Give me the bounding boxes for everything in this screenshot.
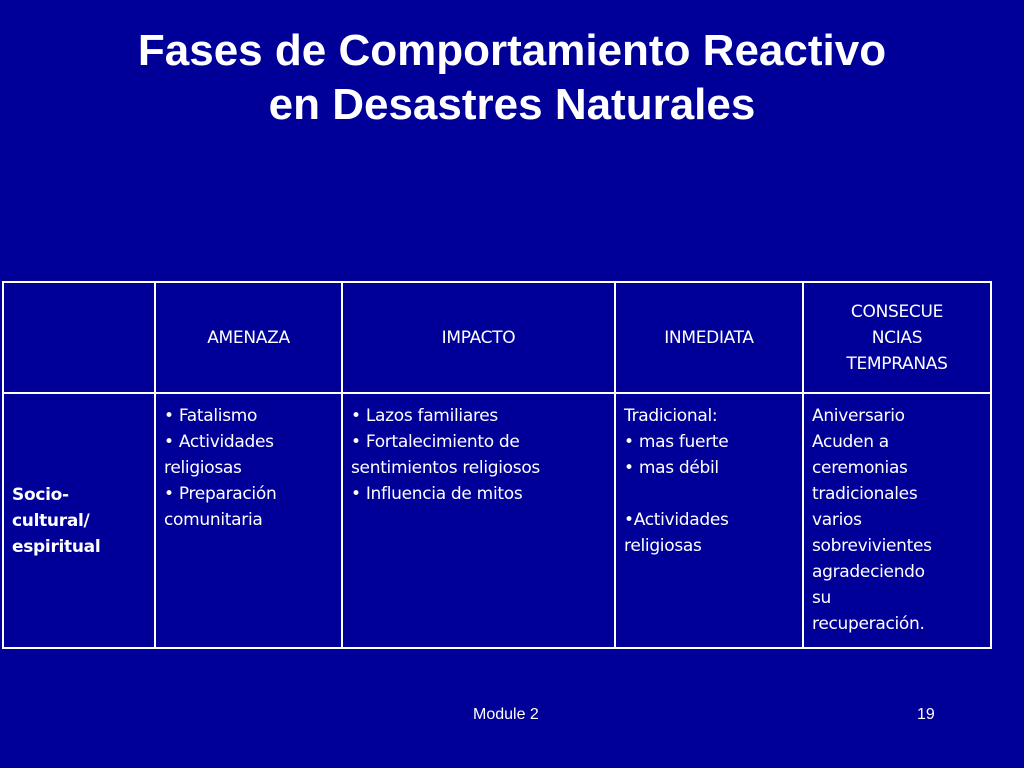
row-label-sociocultural [3,393,155,648]
cell-impacto [342,393,615,648]
table-row [3,393,991,648]
consecuencias-line: Aniversario [812,406,905,426]
amenaza-line: comunitaria [164,510,263,530]
footer-module-label: Module 2 [473,706,539,723]
inmediata-line: •Actividades [624,510,729,530]
consecuencias-line: ceremonias [812,458,908,478]
amenaza-line: religiosas [164,458,242,478]
consecuencias-line: tradicionales [812,484,918,504]
cell-inmediata [615,393,803,648]
cell-amenaza [155,393,342,648]
header-consecuencias-line: NCIAS [871,327,923,348]
inmediata-blank-line [624,481,794,507]
impacto-line: sentimientos religiosos [351,458,540,478]
phases-table [2,281,992,649]
slide-title [0,24,1024,132]
header-consecuencias-line: CONSECUE [850,301,944,322]
inmediata-line: • mas fuerte [624,432,729,452]
row-label-line: espiritual [12,536,101,557]
impacto-line: • Lazos familiares [351,406,498,426]
consecuencias-line: varios [812,510,862,530]
cell-consecuencias [803,393,991,648]
amenaza-line: • Preparación [164,484,277,504]
table-header-row [3,282,991,393]
consecuencias-line: recuperación. [812,614,925,634]
row-label-line: cultural/ [12,510,90,531]
header-empty-cell [3,282,155,393]
header-impacto: IMPACTO [342,282,615,393]
amenaza-line: • Actividades [164,432,274,452]
inmediata-line: religiosas [624,536,702,556]
consecuencias-line: su [812,588,832,608]
row-label-line: Socio- [12,484,69,505]
consecuencias-line: Acuden a [812,432,889,452]
header-consecuencias-line: TEMPRANAS [846,353,948,374]
consecuencias-line: sobrevivientes [812,536,932,556]
amenaza-line: • Fatalismo [164,406,258,426]
title-line-1: Fases de Comportamiento Reactivo [137,26,887,75]
title-line-2: en Desastres Naturales [268,80,756,130]
header-amenaza: AMENAZA [155,282,342,393]
impacto-line: • Influencia de mitos [351,484,523,504]
consecuencias-line: agradeciendo [812,562,925,582]
header-inmediata: INMEDIATA [615,282,803,393]
inmediata-line: • mas débil [624,458,719,478]
header-consecuencias-tempranas [803,282,991,393]
footer-page-number: 19 [917,706,935,723]
impacto-line: • Fortalecimiento de [351,432,520,452]
inmediata-line: Tradicional: [624,406,718,426]
